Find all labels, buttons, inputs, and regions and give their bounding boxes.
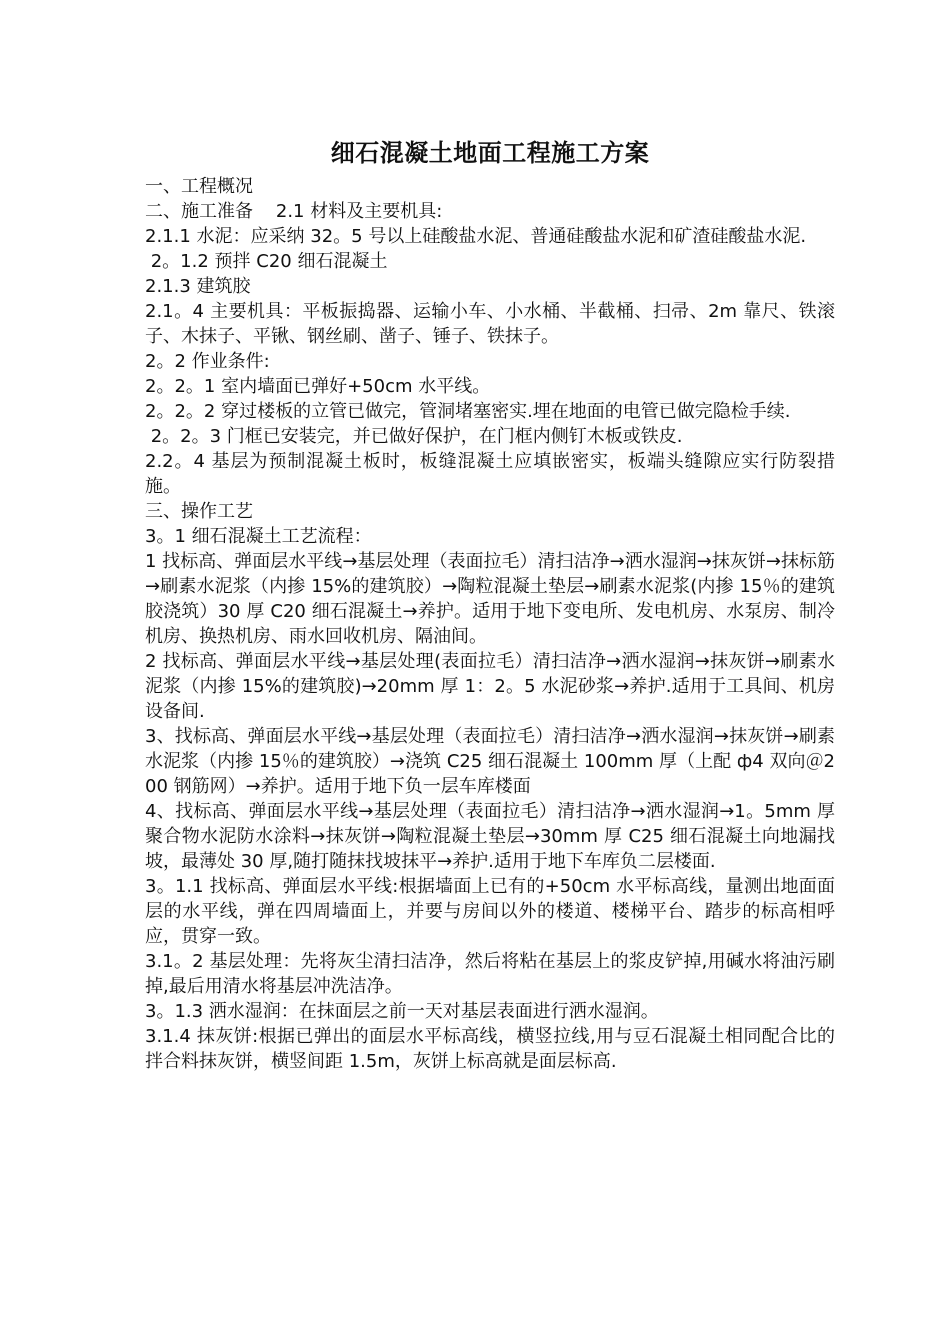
body-paragraph: 3。1.1 找标高、弹面层水平线:根据墙面上已有的+50cm 水平标高线，量测出地面面层的水平线，弹在四周墙面上，并要与房间以外的楼道、楼梯平台、踏步的标高相呼应，贯穿一致。 bbox=[145, 876, 835, 947]
body-paragraph: 2。2。1 室内墙面已弹好+50cm 水平线。 bbox=[145, 376, 491, 397]
body-paragraph: 2.1.3 建筑胶 bbox=[145, 276, 251, 297]
body-paragraph: 2.1。4 主要机具：平板振捣器、运输小车、小水桶、半截桶、扫帚、2m 靠尺、铁滚子、木抹子、平锹、钢丝刷、凿子、锤子、铁抹子。 bbox=[145, 301, 835, 347]
document-page bbox=[145, 136, 835, 1074]
body-paragraph: 2。2。3 门框已安装完，并已做好保护，在门框内侧钉木板或铁皮. bbox=[145, 426, 683, 447]
body-paragraph: 2.1.1 水泥：应采纳 32。5 号以上硅酸盐水泥、普通硅酸盐水泥和矿渣硅酸盐水泥. bbox=[145, 226, 807, 247]
body-paragraph: 3。1 细石混凝土工艺流程： bbox=[145, 526, 372, 547]
section-heading: 一、工程概况 bbox=[145, 176, 253, 197]
body-paragraph: 3。1.3 洒水湿润：在抹面层之前一天对基层表面进行洒水湿润。 bbox=[145, 1001, 659, 1022]
body-paragraph: 3、找标高、弹面层水平线→基层处理（表面拉毛）清扫洁净→洒水湿润→抹灰饼→刷素水泥浆（内掺 15％的建筑胶）→浇筑 C25 细石混凝土 100mm 厚（上配 ф4 双向＠200 钢筋网）→养护。适用于地下负一层车库楼面 bbox=[145, 726, 835, 797]
section-heading: 二、施工准备 2.1 材料及主要机具: bbox=[145, 201, 443, 222]
body-paragraph: 1 找标高、弹面层水平线→基层处理（表面拉毛）清扫洁净→洒水湿润→抹灰饼→抹标筋→刷素水泥浆（内掺 15%的建筑胶）→陶粒混凝土垫层→刷素水泥浆(内掺 15％的建筑胶浇筑）30 厚 C20 细石混凝土→养护。适用于地下变电所、发电机房、水泵房、制冷机房、换热机房、雨水回收机房、隔油间。 bbox=[145, 551, 835, 647]
body-paragraph: 2.2。4 基层为预制混凝土板时，板缝混凝土应填嵌密实，板端头缝隙应实行防裂措施。 bbox=[145, 451, 835, 497]
body-paragraph: 3.1。2 基层处理：先将灰尘清扫洁净，然后将粘在基层上的浆皮铲掉,用碱水将油污刷掉,最后用清水将基层冲洗洁净。 bbox=[145, 951, 835, 997]
body-paragraph: 3.1.4 抹灰饼:根据已弹出的面层水平标高线，横竖拉线,用与豆石混凝土相同配合比的拌合料抹灰饼，横竖间距 1.5m，灰饼上标高就是面层标高. bbox=[145, 1026, 835, 1072]
body-paragraph: 2。2 作业条件: bbox=[145, 351, 270, 372]
body-paragraph: 2。1.2 预拌 C20 细石混凝土 bbox=[145, 251, 388, 272]
body-paragraph: 2。2。2 穿过楼板的立管已做完，管洞堵塞密实.埋在地面的电管已做完隐检手续. bbox=[145, 401, 791, 422]
body-paragraph: 4、找标高、弹面层水平线→基层处理（表面拉毛）清扫洁净→洒水湿润→1。5mm 厚聚合物水泥防水涂料→抹灰饼→陶粒混凝土垫层→30mm 厚 C25 细石混凝土向地漏找坡，最薄处 30 厚,随打随抹找坡抹平→养护.适用于地下车库负二层楼面. bbox=[145, 801, 835, 872]
section-heading: 三、操作工艺 bbox=[145, 501, 253, 522]
document-title: 细石混凝土地面工程施工方案 bbox=[330, 138, 650, 167]
body-paragraph: 2 找标高、弹面层水平线→基层处理(表面拉毛）清扫洁净→洒水湿润→抹灰饼→刷素水泥浆（内掺 15%的建筑胶)→20mm 厚 1：2。5 水泥砂浆→养护.适用于工具间、机房设备间. bbox=[145, 651, 835, 722]
